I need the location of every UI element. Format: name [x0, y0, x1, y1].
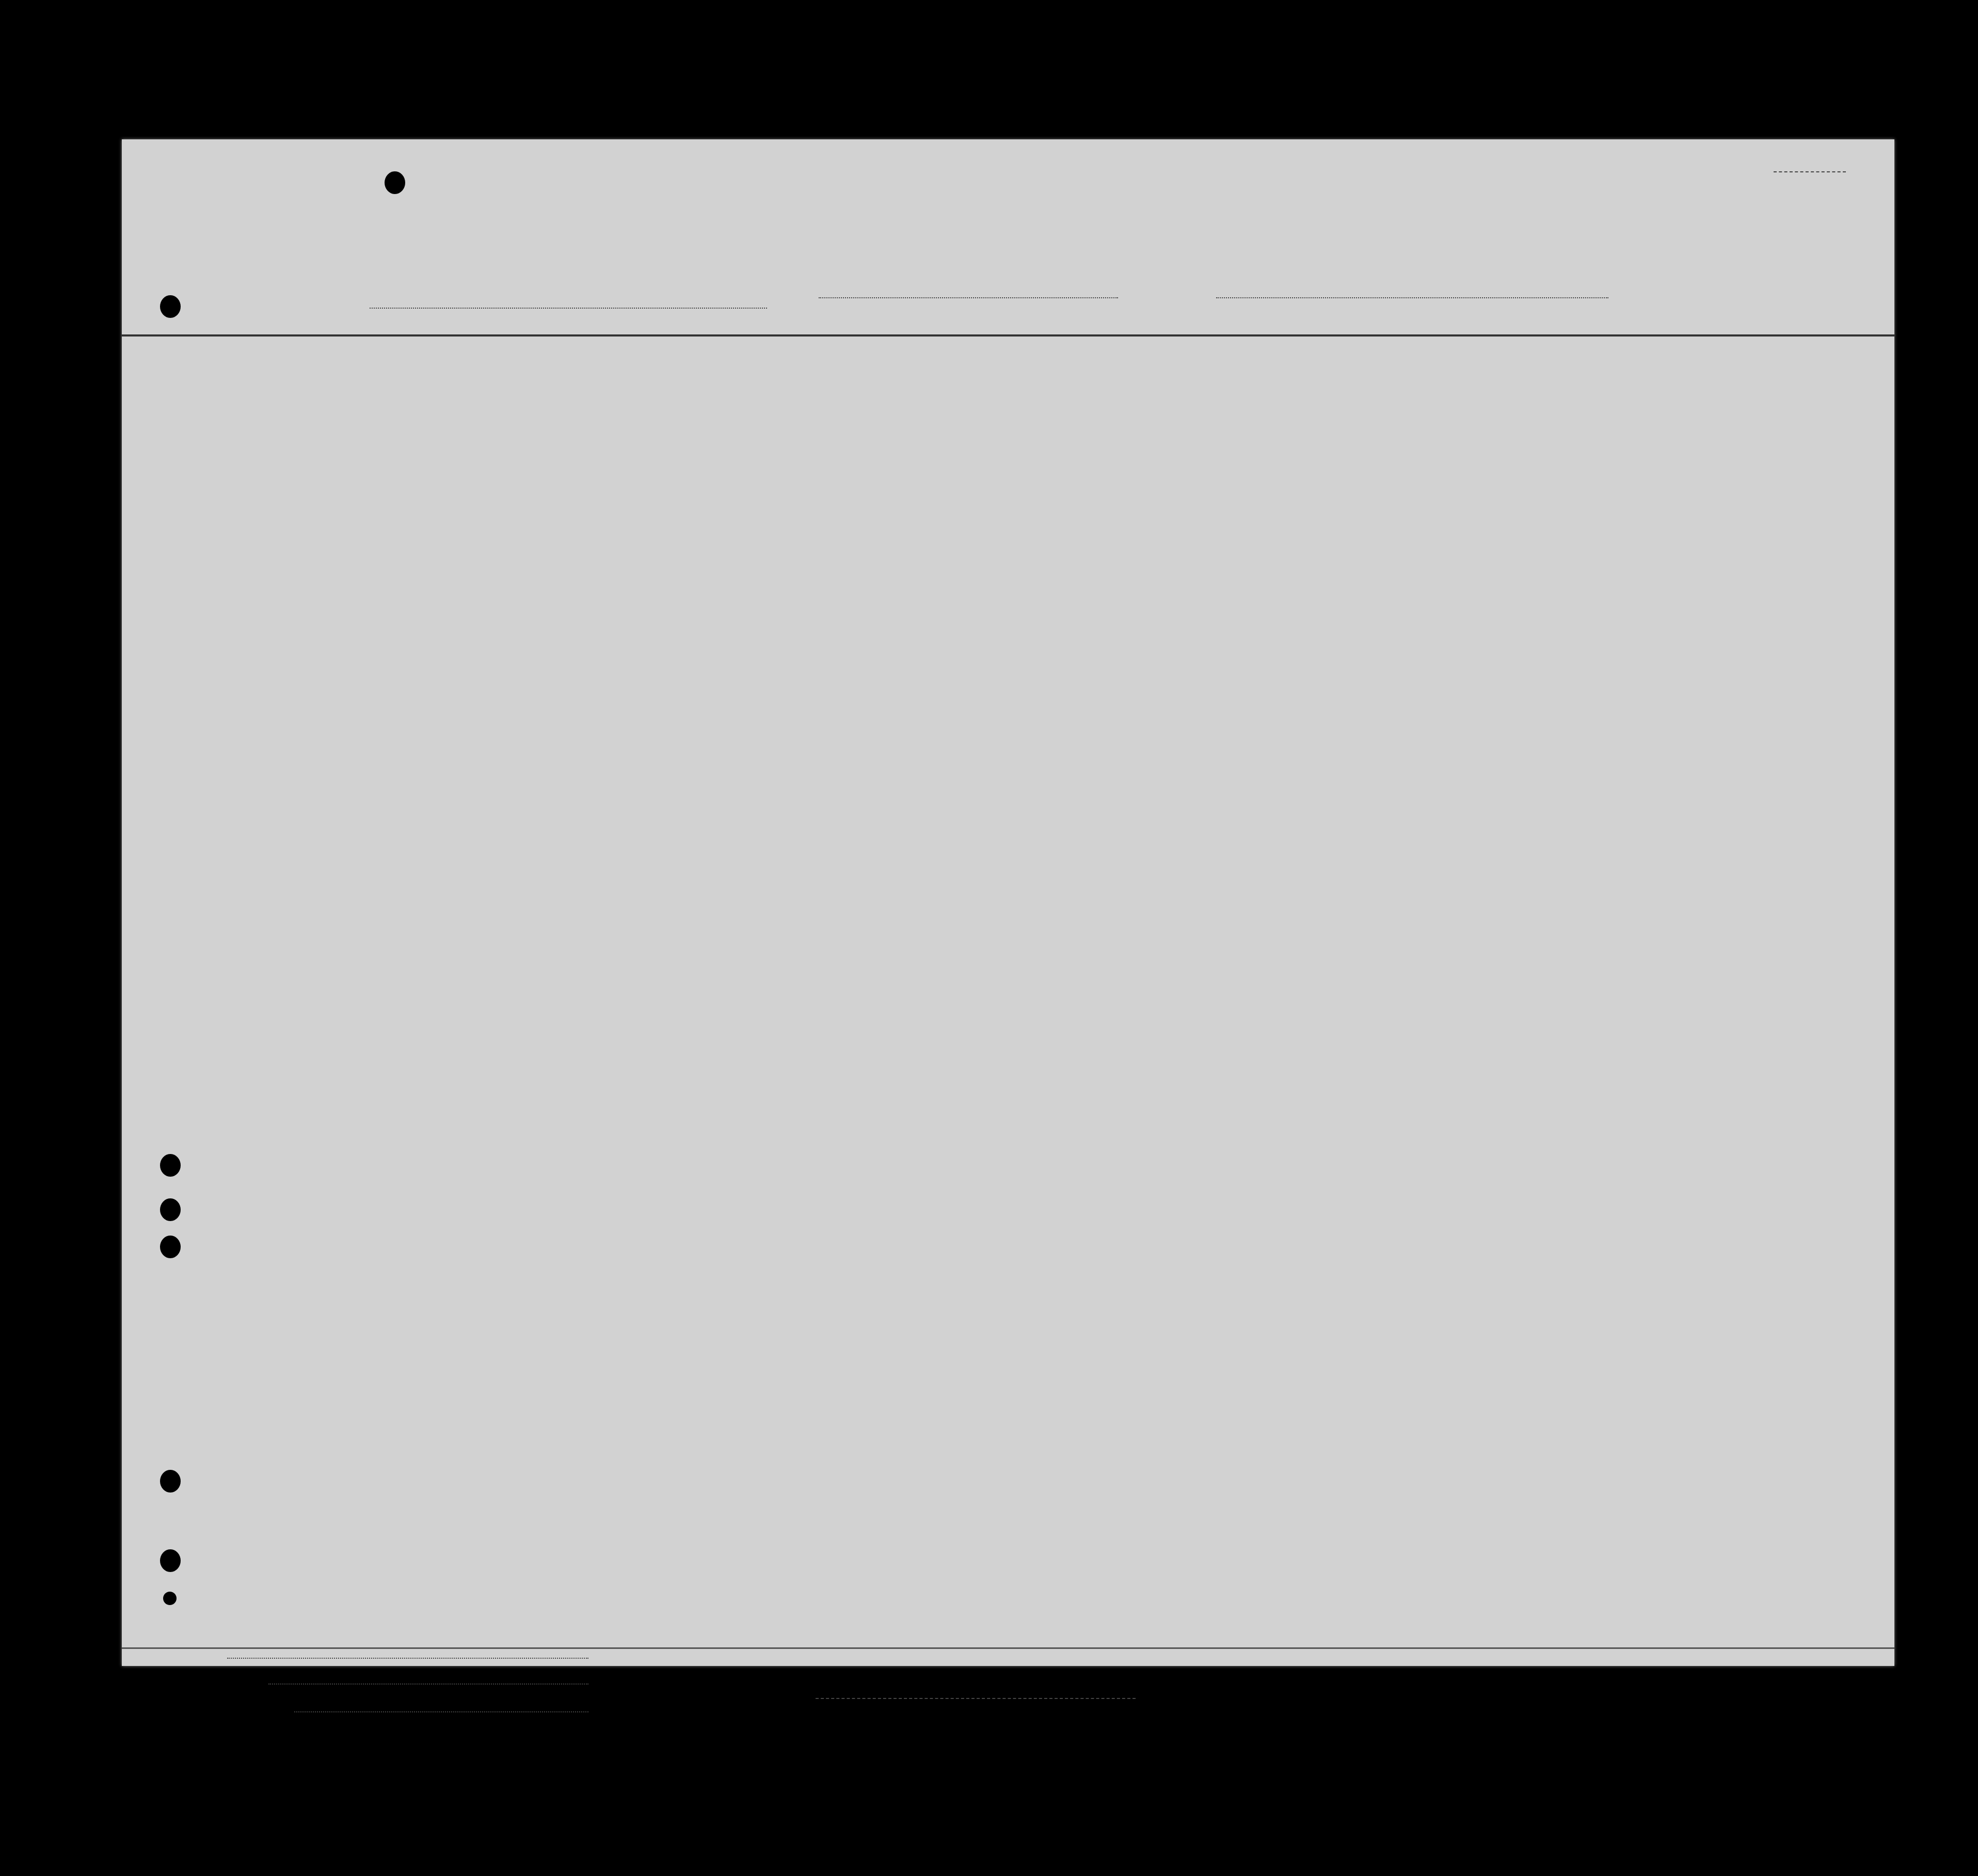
vessel-name	[370, 308, 767, 309]
table-top-rule	[122, 334, 1894, 336]
punch-hole	[385, 171, 405, 194]
sheet-number	[1774, 171, 1846, 172]
inspector-line	[816, 1698, 1136, 1699]
arriving-port	[1216, 297, 1608, 298]
punch-hole	[160, 1236, 181, 1258]
punch-hole	[160, 295, 181, 318]
crew-table	[122, 338, 1894, 1648]
punch-hole	[160, 1198, 181, 1221]
footer-block	[122, 1637, 1894, 1666]
from-port	[819, 297, 1118, 298]
owners-field	[268, 1683, 588, 1685]
punch-hole	[160, 1154, 181, 1177]
punch-hole	[163, 1592, 177, 1605]
agents-field	[294, 1711, 588, 1712]
manifest-sheet	[122, 139, 1894, 1666]
line-field	[227, 1658, 588, 1659]
punch-hole	[160, 1470, 181, 1493]
punch-hole	[160, 1549, 181, 1572]
